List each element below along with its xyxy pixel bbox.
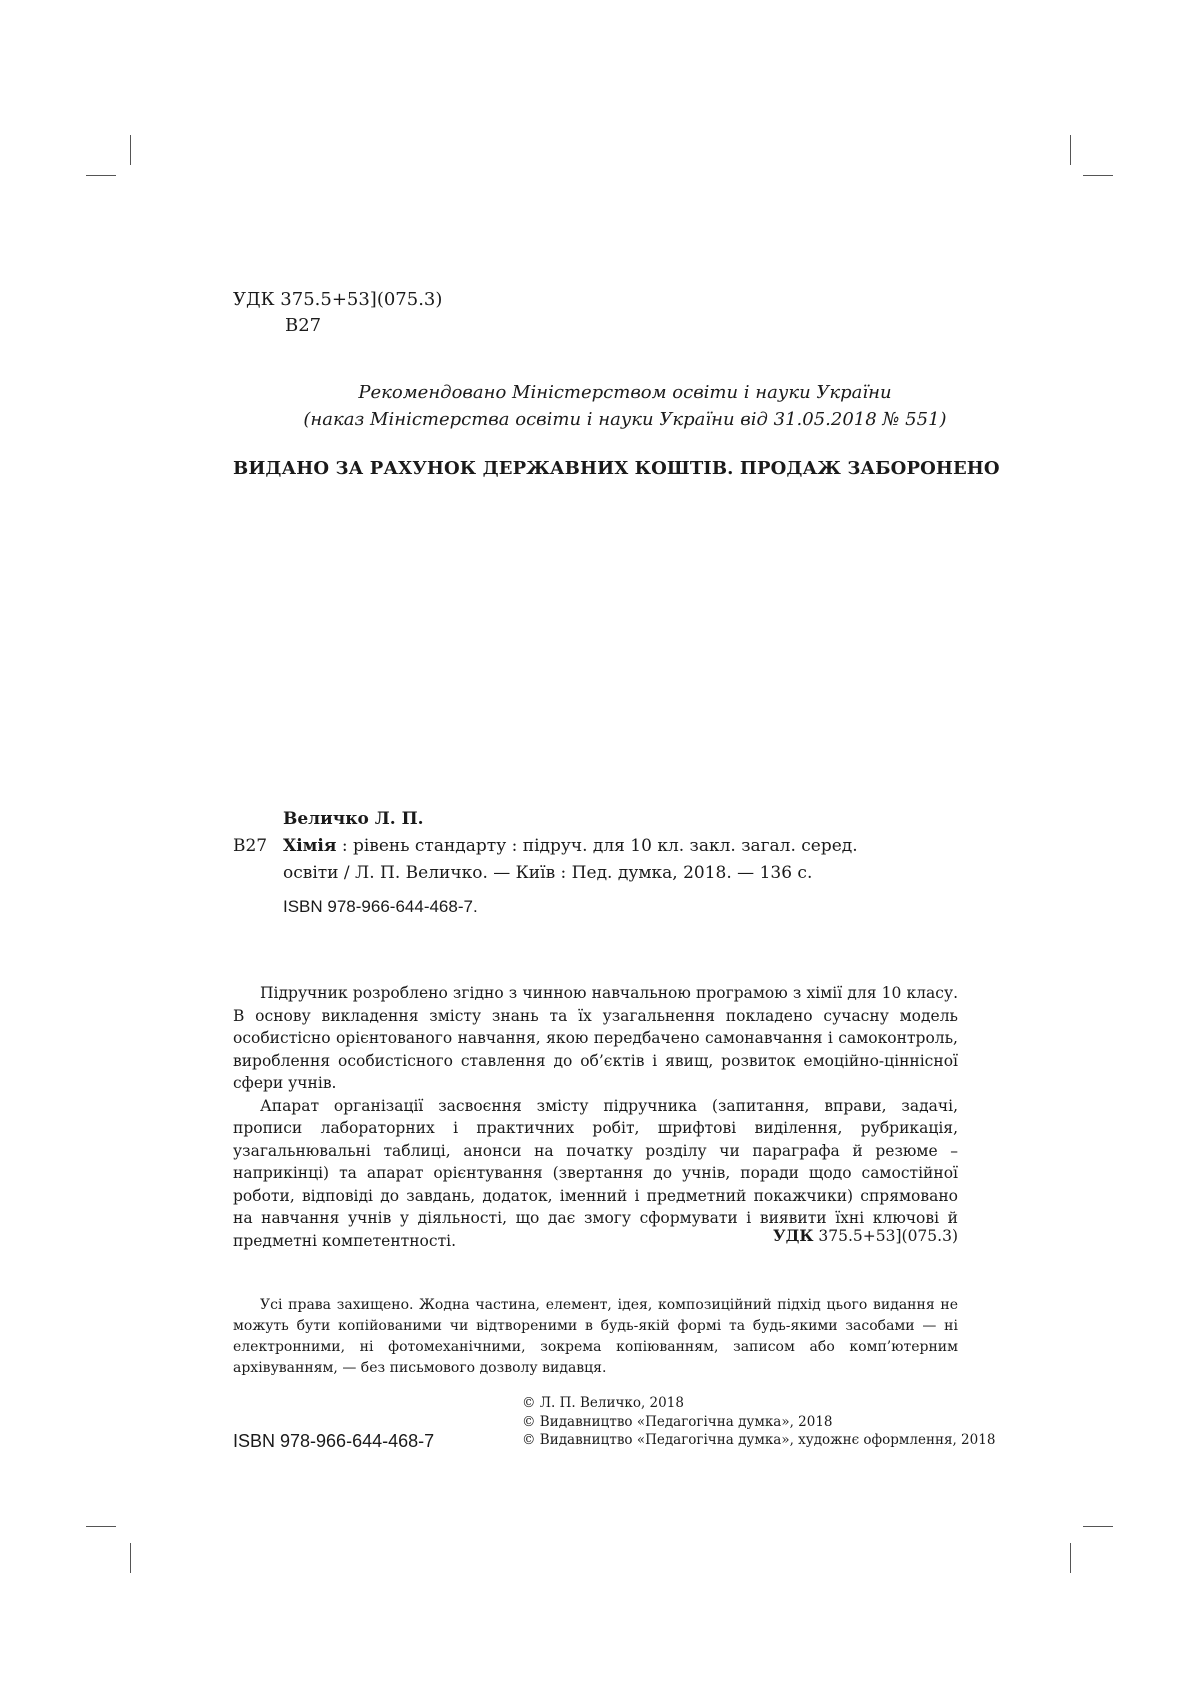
- abstract-paragraph: Апарат організації засвоєння змісту підручника (запитання, вправи, задачі, прописи лабораторних і практичних робіт, шрифтові виділення, рубрикація, узагальнювальні таблиці, анонси на початку розділу чи параграфа й резюме – наприкінці) та апарат орієнтування (звертання до учнів, поради щодо самостійної роботи, відповіді до завдань, додаток, іменний і предметний покажчики) спрямовано на навчання учнів у діяльності, що дає змогу сформувати і виявити їхні ключові й предметні компетентності.: [233, 1096, 958, 1250]
- udk-value: 375.5+53](075.3): [813, 1227, 958, 1245]
- crop-mark: [1070, 135, 1071, 165]
- catalog-isbn: ISBN 978-966-644-468-7.: [283, 897, 478, 916]
- crop-mark: [86, 1526, 116, 1527]
- rights-notice: Усі права захищено. Жодна частина, елемент, ідея, композиційний підхід цього видання не можуть бути копійованими чи відтвореними в будь-якій формі та будь-якими засобами — ні електронними, ні фотомеханічними, зокрема копіюванням, записом або комп’ютерним архівуванням, — без письмового дозволу видавця.: [233, 1297, 958, 1376]
- crop-mark: [130, 1543, 131, 1573]
- recommendation-order: (наказ Міністерства освіти і науки України від 31.05.2018 № 551): [303, 409, 947, 430]
- catalog-title-details: : рівень стандарту : підруч. для 10 кл. закл. загал. серед.: [336, 836, 858, 856]
- catalog-author: Величко Л. П.: [283, 809, 424, 829]
- copyright-line: © Видавництво «Педагогічна думка», 2018: [522, 1413, 833, 1430]
- crop-mark: [1083, 1526, 1113, 1527]
- catalog-code: В27: [233, 836, 268, 856]
- copyright-line: © Видавництво «Педагогічна думка», художнє оформлення, 2018: [522, 1432, 996, 1448]
- udk-label: УДК: [773, 1226, 814, 1245]
- abstract-udk: [0, 1225, 958, 1247]
- abstract-paragraph: Підручник розроблено згідно з чинною навчальною програмою з хімії для 10 класу. В основу викладення змісту знань та їх узагальнення покладено сучасну модель особистісно орієнтованого навчання, якою передбачено самонавчання і самоконтроль, вироблення особистісного ставлення до об’єктів і явищ, розвиток емоційно-ціннісної сфери учнів.: [233, 984, 958, 1092]
- recommendation-line: Рекомендовано Міністерством освіти і науки України: [358, 382, 892, 403]
- crop-mark: [130, 135, 131, 165]
- catalog-imprint-line: освіти / Л. П. Величко. — Київ : Пед. думка, 2018. — 136 с.: [283, 863, 813, 883]
- catalog-title-line: [283, 834, 858, 859]
- crop-mark: [1070, 1543, 1071, 1573]
- copyright-list: [522, 1394, 995, 1450]
- crop-mark: [1083, 175, 1113, 176]
- isbn-bottom: ISBN 978-966-644-468-7: [233, 1431, 435, 1451]
- crop-mark: [86, 175, 116, 176]
- catalog-title: Хімія: [283, 836, 337, 856]
- copyright-line: © Л. П. Величко, 2018: [522, 1395, 684, 1411]
- library-code: В27: [285, 315, 322, 336]
- funded-notice: ВИДАНО ЗА РАХУНОК ДЕРЖАВНИХ КОШТІВ. ПРОДАЖ ЗАБОРОНЕНО: [233, 458, 1000, 479]
- udk-code: УДК 375.5+53](075.3): [233, 289, 443, 310]
- abstract: [233, 982, 958, 1252]
